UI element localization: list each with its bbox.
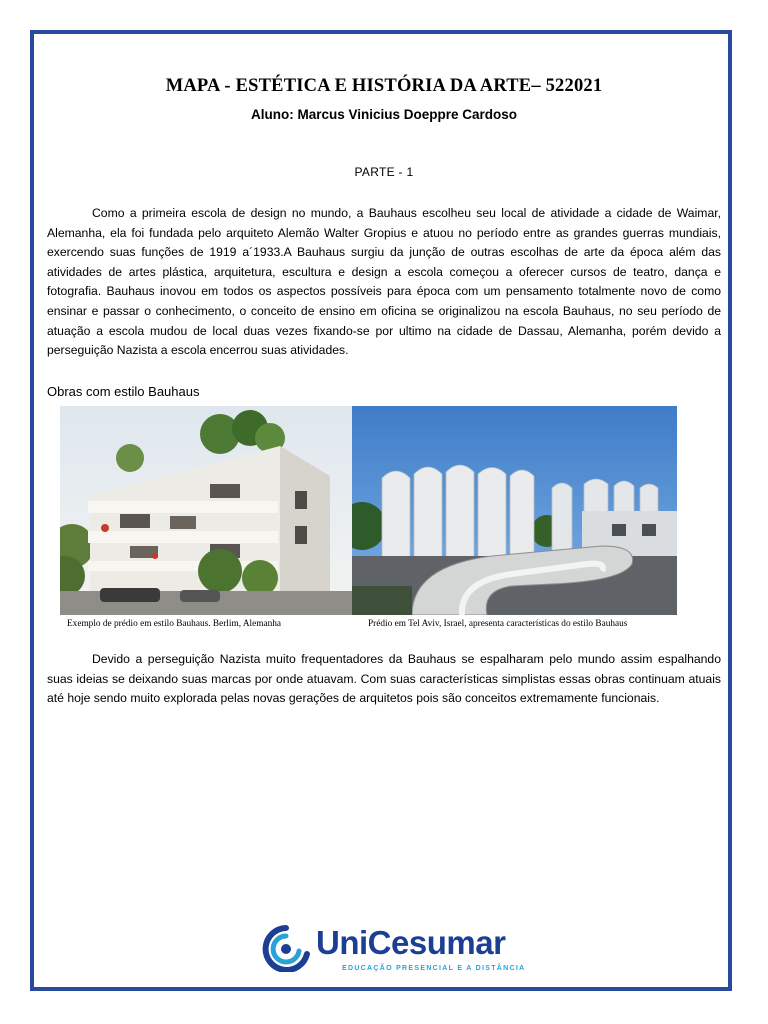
logo-emblem-icon — [258, 924, 314, 972]
diaspora-paragraph: Devido a perseguição Nazista muito frequentadores da Bauhaus se espalharam pelo mundo assim espalhando suas ideias se deixando suas marcas por onde atuavam. Com suas características simplistas essas obras continuam atuais até hoje sendo muito explorada pelas novas gerações de arquitetos pois são conceitos extremamente funcionais. — [47, 652, 721, 706]
unicesumar-logo — [258, 924, 526, 976]
photo-bauhaus-building — [60, 406, 352, 615]
photo-bauhaus-archive — [352, 406, 677, 615]
logo-wordmark: UniCesumar — [316, 924, 506, 961]
intro-paragraph: Como a primeira escola de design no mundo, a Bauhaus escolheu seu local de atividade a cidade de Waimar, Alemanha, ela foi fundada pelo arquiteto Alemão Walter Gropius e atuou no período entre as grandes guerras mundiais, exercendo suas funções de 1919 a´1933.A Bauhaus surgiu da junção de outras escolhas de arte da época além das atividades de artes plástica, arquitetura, escultura e design a escola começou a oferecer cursos de teatro, dança e fotografia. Bauhaus inovou em todos os aspectos possíveis para época com um pensamento totalmente novo de como ensinar e passar o conhecimento, o conceito de ensino em oficina se originalizou na escola Bauhaus, no seu período de atuação a escola mudou de local duas vezes fixando-se por ultimo na cidade de Dassau, Alemanha, porém devido a perseguição Nazista a escola encerrou suas atividades. — [47, 206, 721, 358]
figure-caption-1: Exemplo de prédio em estilo Bauhaus. Berlim, Alemanha — [67, 619, 282, 629]
logo-tagline: EDUCAÇÃO PRESENCIAL E A DISTÂNCIA — [342, 965, 526, 972]
student-name: Aluno: Marcus Vinicius Doeppre Cardoso — [250, 107, 518, 122]
works-heading: Obras com estilo Bauhaus — [47, 384, 200, 399]
part-label: PARTE - 1 — [354, 165, 414, 179]
document-title: MAPA - ESTÉTICA E HISTÓRIA DA ARTE– 522021 — [165, 76, 603, 96]
figure-caption-2: Prédio em Tel Aviv, Israel, apresenta características do estilo Bauhaus — [368, 619, 628, 629]
